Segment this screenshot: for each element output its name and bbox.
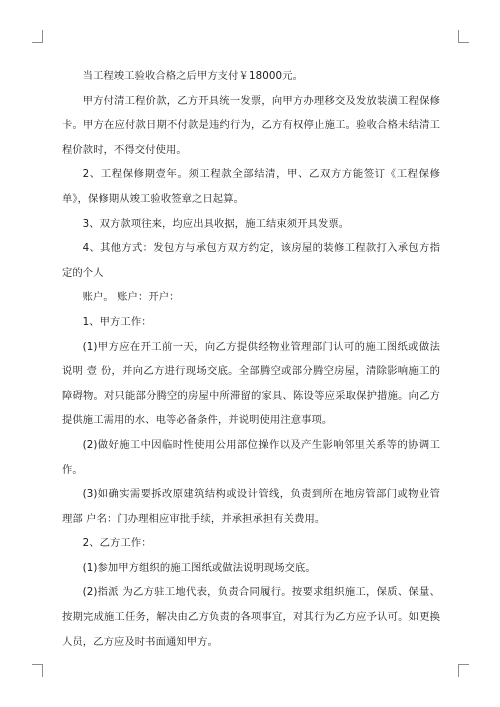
paragraph-party-b-item-1: (1)参加甲方组织的施工图纸或做法说明现场交底。 bbox=[82, 561, 316, 574]
paragraph-account-info: 账户。 账户：开户： bbox=[82, 291, 180, 304]
heading-party-a-work: 1、甲方工作： bbox=[82, 315, 152, 328]
paragraph-party-a-item-1: (1)甲方应在开工前一天，向乙方提供经物业管理部门认可的施工图纸或做法说明 壹 份，并向乙方进行现场交底。全部腾空或部分腾空房屋，清除影响施工的障碍物。对只能部分腾空的房屋中所滞留的家具、陈设等应采取保护措施。向乙方提供施工需用的水、电等必备条件，并说明使用注意事项。 bbox=[62, 340, 440, 427]
crop-mark-bottom-left bbox=[32, 664, 43, 677]
paragraph-warranty-period: 2、工程保修期壹年。须工程款全部结清，甲、乙双方方能签订《工程保修单》，保修期从竣工验收签章之日起算。 bbox=[62, 168, 440, 205]
crop-mark-bottom-right bbox=[458, 664, 469, 677]
crop-mark-top-left bbox=[32, 30, 43, 43]
paragraph-invoice-handover: 甲方付清工程价款，乙方开具统一发票，向甲方办理移交及发放装潢工程保修卡。甲方在应付款日期不付款是违约行为，乙方有权停止施工。验收合格未结清工程价款时，不得交付使用。 bbox=[62, 94, 440, 156]
paragraph-other-payment: 4、其他方式：发包方与承包方双方约定，该房屋的装修工程款打入承包方指定的个人 bbox=[62, 242, 440, 279]
document-body bbox=[62, 64, 440, 654]
heading-party-b-work: 2、乙方工作： bbox=[82, 537, 152, 550]
paragraph-party-a-item-2: (2)做好施工中因临时性使用公用部位操作以及产生影响邻里关系等的协调工作。 bbox=[62, 438, 440, 476]
paragraph-party-a-item-3: (3)如确实需要拆改原建筑结构或设计管线，负责到所在地房管部门或物业管理部 户名：门办理相应审批手续，并承担承担有关费用。 bbox=[62, 488, 440, 525]
paragraph-receipts: 3、双方款项往来，均应出具收据，施工结束须开具发票。 bbox=[82, 217, 350, 230]
paragraph-party-b-item-2: (2)指派 为乙方驻工地代表，负责合同履行。按要求组织施工，保质、保量、按期完成施工任务，解决由乙方负责的各项事宜，对其行为乙方应予认可。如更换人员，乙方应及时书面通知甲方。 bbox=[62, 586, 440, 648]
paragraph-payment-completion: 当工程竣工验收合格之后甲方支付￥18000元。 bbox=[82, 70, 303, 82]
crop-mark-top-right bbox=[458, 30, 469, 43]
